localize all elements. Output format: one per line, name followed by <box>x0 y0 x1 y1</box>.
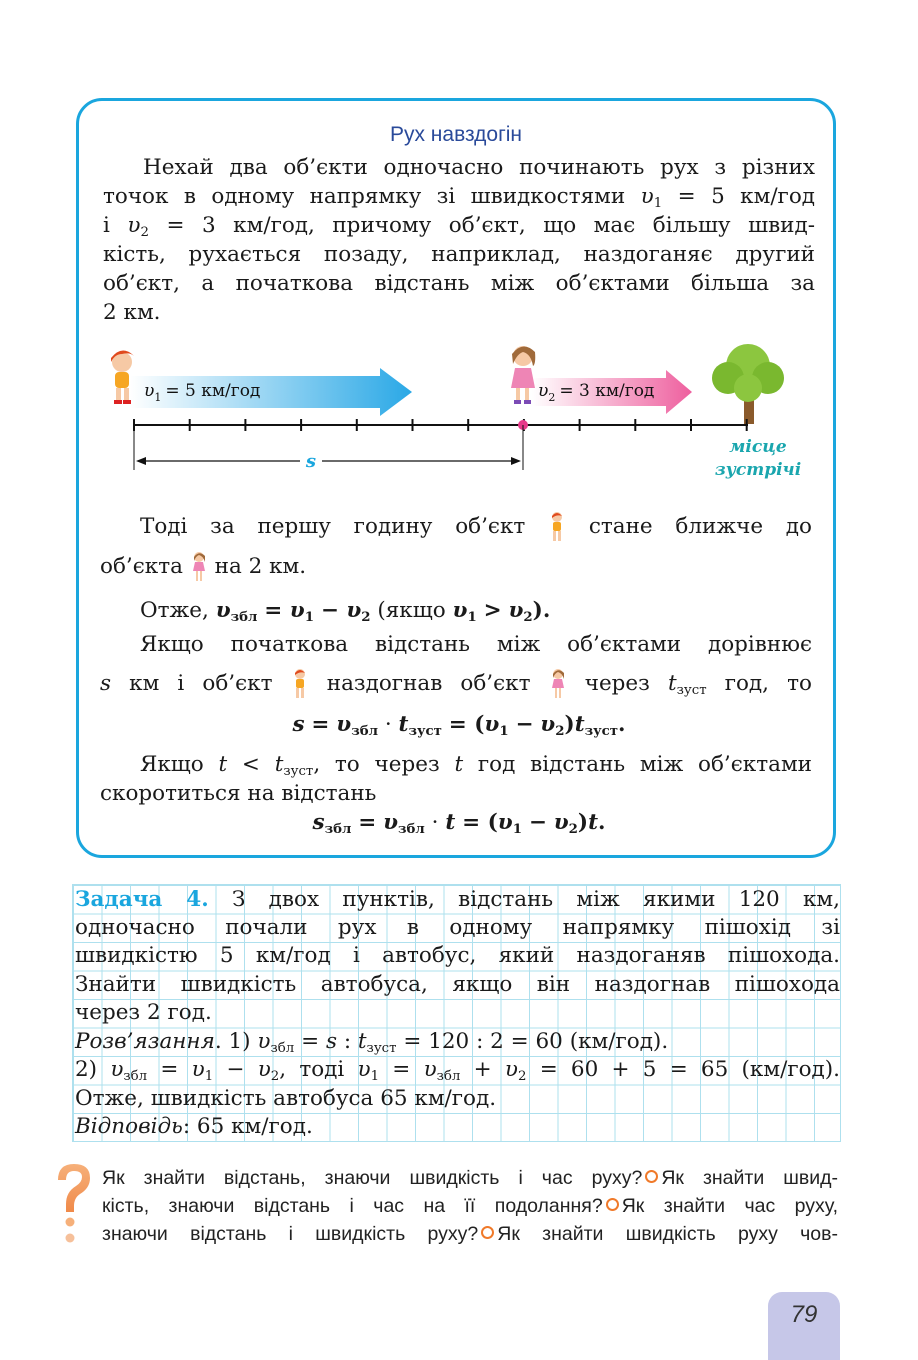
boy-icon-2 <box>291 668 309 700</box>
if-line-1: Якщо початкова відстань між об’єктами дорівнює <box>140 632 812 657</box>
intro-line-1: Нехай два об’єкти одночасно починають рух з різних <box>143 155 815 180</box>
intro-line-3: і $\upsilon_2 = 3$ км/год, причому об’єкт, що має більшу швид- <box>103 213 816 240</box>
task-line-4: Знайти швидкість автобуса, якщо він наздогнав пішохода <box>75 972 840 997</box>
formula-closing-distance: $s_{збл} = \upsilon_{збл} \cdot t = (\upsilon_1 - \upsilon_2)t$. <box>312 810 606 837</box>
intro-paragraph <box>103 153 815 327</box>
if-line-2: s км і об’єкт наздогнав об’єкт через $t_{зуст}$ год, то <box>100 659 812 709</box>
boy-icon <box>548 511 566 543</box>
theory-title: Рух навздогін <box>389 123 523 146</box>
if-t-paragraph: Якщо $t < t_{зуст}$, то через t год відстань між об’єктами скоротиться на відстань <box>100 752 812 806</box>
question-mark-icon <box>52 1162 96 1246</box>
formula-distance: $s = \upsilon_{збл} \cdot t_{зуст} = (\upsilon_1 - \upsilon_2)t_{зуст}$. <box>292 712 626 739</box>
therefore-line: Отже, $\upsilon_{збл} = \upsilon_1 - \upsilon_2$ (якщо $\upsilon_1 > \upsilon_2$). <box>140 598 551 625</box>
then-paragraph: Тоді за першу годину об’єкт стане ближче до об’єкта на 2 км. <box>100 510 812 590</box>
answer-line: Відповідь: 65 км/год. <box>75 1114 313 1139</box>
task-line-3: швидкістю 5 км/год і автобус, який наздоганяв пішохода. <box>75 943 840 968</box>
task-line-5: через 2 год. <box>75 1000 212 1025</box>
girl-icon-2 <box>549 668 567 700</box>
page-number: 79 <box>768 1292 840 1360</box>
bullet-circle-icon <box>481 1226 494 1239</box>
solution-line-1: Розв’язання. 1) $\upsilon_{збл} = s$ : $t_{зуст} = 120$ : 2 = 60 (км/год). <box>75 1029 669 1056</box>
task-line-1: Задача 4. З двох пунктів, відстань між якими 120 км, <box>75 887 840 912</box>
task-line-2: одночасно почали рух в одному напрямку пішохід зі <box>75 915 840 940</box>
bullet-circle-icon <box>645 1170 658 1183</box>
motion-diagram <box>100 340 820 490</box>
solution-line-2: 2) $\upsilon_{збл} = \upsilon_1 - \upsilon_2$, тоді $\upsilon_1 = \upsilon_{збл} + \upsilon_2 = 60 + 5 = 65$ (км/год). <box>75 1057 840 1084</box>
intro-line-2: точок в одному напрямку зі швидкостями $\upsilon_1 = 5$ км/год <box>103 184 816 211</box>
v1-label: $\upsilon_1 = 5$ км/год <box>144 381 261 404</box>
intro-line-5: об’єкт, а початкова відстань між об’єктами більша за <box>103 271 815 296</box>
meeting-place-line1: місце <box>729 437 787 457</box>
v2-label: $\upsilon_2 = 3$ км/год <box>538 381 655 404</box>
task-4-grid <box>72 884 841 1142</box>
review-questions: Як знайти відстань, знаючи швидкість і час руху? Як знайти швид- кість, знаючи відстань і час на її подолання? Як знайти час руху, знаючи відстань і швидкість руху? Як знайти швидкість руху чов- <box>102 1167 838 1245</box>
girl-icon <box>190 551 208 583</box>
conclusion-line: Отже, швидкість автобуса 65 км/год. <box>75 1086 497 1111</box>
girl-figure <box>511 346 535 404</box>
if-paragraph <box>100 630 812 709</box>
s-label: s <box>305 451 317 472</box>
intro-line-4: кість, рухається позаду, наприклад, наздоганяє другий <box>103 242 815 267</box>
tree-figure <box>712 344 784 424</box>
meeting-place-line2: зустрічі <box>714 460 802 480</box>
intro-line-6: 2 км. <box>103 300 161 325</box>
bullet-circle-icon <box>606 1198 619 1211</box>
